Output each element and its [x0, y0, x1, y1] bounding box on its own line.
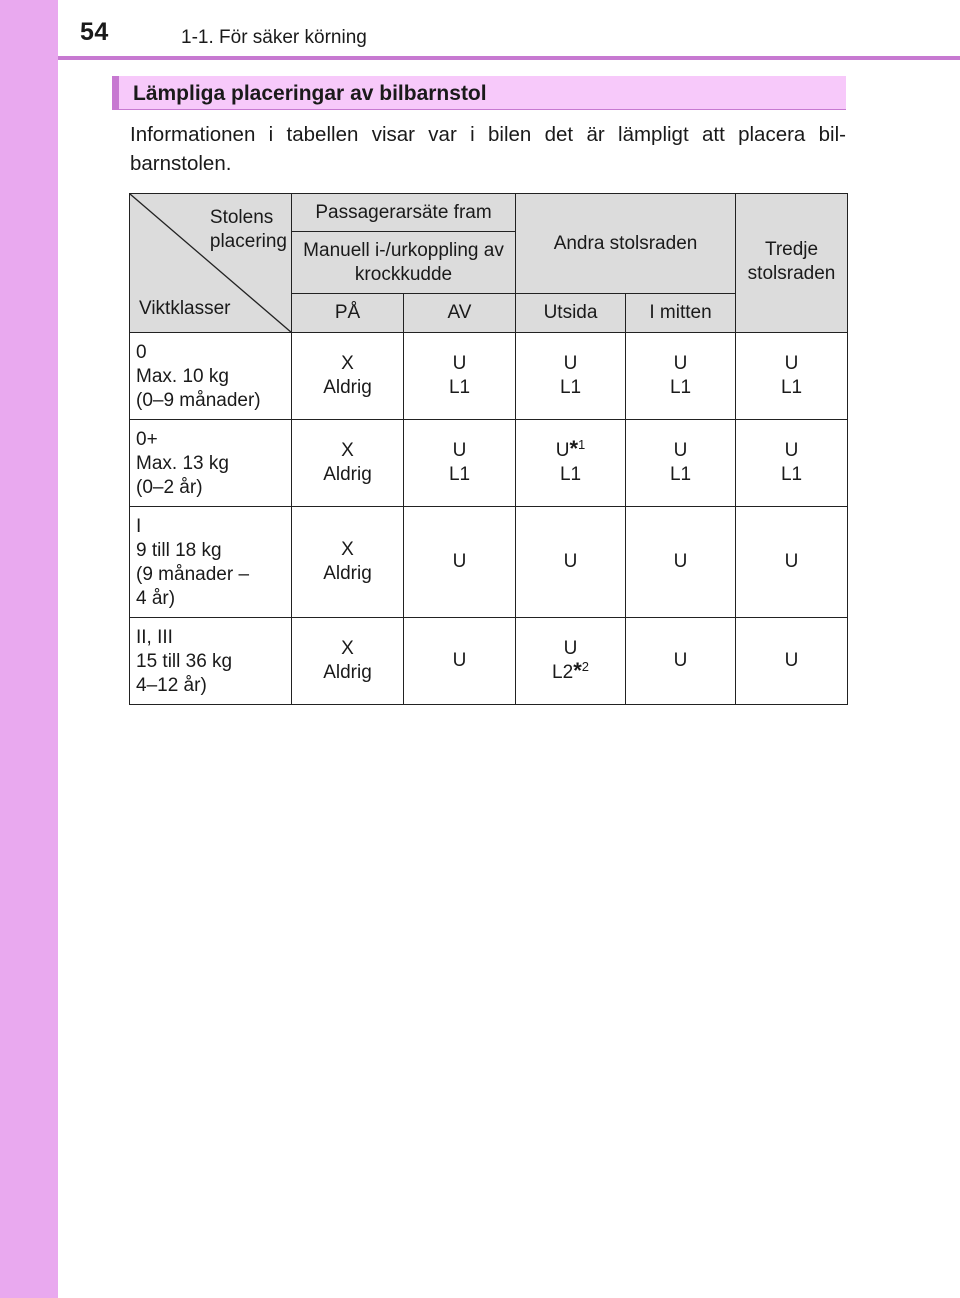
- cell-outer: U*$^1$ L1: [516, 420, 626, 507]
- table-row: [130, 333, 848, 420]
- header-third-row: Tredje stolsraden: [736, 194, 848, 333]
- footnote-ref: 1: [578, 437, 586, 452]
- section-title: Lämpliga placeringar av bilbarnstol: [133, 82, 487, 105]
- header-outer: Utsida: [516, 294, 626, 333]
- cell-middle: U: [626, 618, 736, 705]
- cell-off: U L1: [404, 420, 516, 507]
- page-side-tab: [0, 0, 58, 1298]
- header-front-passenger: Passagerarsäte fram: [292, 194, 516, 232]
- table-row: [130, 618, 848, 705]
- cell-on: X Aldrig: [292, 507, 404, 618]
- weight-class-cell: 0 Max. 10 kg (0–9 månader): [130, 333, 292, 420]
- header-second-row: Andra stolsraden: [516, 194, 736, 294]
- cell-off: U: [404, 618, 516, 705]
- chapter-title: 1-1. För säker körning: [181, 27, 367, 48]
- cell-middle: U L1: [626, 333, 736, 420]
- corner-label-weight-classes: Viktklasser: [139, 298, 231, 319]
- cell-on: X Aldrig: [292, 618, 404, 705]
- table-corner-cell: [130, 194, 292, 333]
- cell-third-row: U L1: [736, 420, 848, 507]
- intro-paragraph: Informationen i tabellen visar var i bilen det är lämpligt att placera bil-barnstolen.: [130, 123, 846, 175]
- cell-third-row: U L1: [736, 333, 848, 420]
- cell-middle: U: [626, 507, 736, 618]
- child-seat-table: [129, 193, 848, 705]
- cell-outer: U L1: [516, 333, 626, 420]
- corner-label-placement: Stolens placering: [209, 207, 287, 252]
- footnote-ref: 2: [581, 659, 589, 674]
- cell-on: X Aldrig: [292, 333, 404, 420]
- weight-class-cell: I 9 till 18 kg (9 månader – 4 år): [130, 507, 292, 618]
- weight-class-cell: II, III 15 till 36 kg 4–12 år): [130, 618, 292, 705]
- page-number: 54: [80, 18, 109, 46]
- table-row: [130, 507, 848, 618]
- cell-on: X Aldrig: [292, 420, 404, 507]
- footnote-asterisk-icon: *: [569, 436, 579, 461]
- header-middle: I mitten: [626, 294, 736, 333]
- header-off: AV: [404, 294, 516, 333]
- cell-off: U: [404, 507, 516, 618]
- table-row: [130, 420, 848, 507]
- cell-outer: U L2*$^2$: [516, 618, 626, 705]
- cell-middle: U L1: [626, 420, 736, 507]
- cell-third-row: U: [736, 507, 848, 618]
- cell-outer: U: [516, 507, 626, 618]
- cell-off: U L1: [404, 333, 516, 420]
- footnote-asterisk-icon: *: [573, 658, 582, 683]
- weight-class-cell: 0+ Max. 13 kg (0–2 år): [130, 420, 292, 507]
- header-rule: [58, 56, 960, 60]
- cell-third-row: U: [736, 618, 848, 705]
- header-airbag-switch: Manuell i-/urkoppling av krockkudde: [292, 232, 516, 294]
- section-heading-box: [112, 76, 846, 110]
- header-on: PÅ: [292, 294, 404, 333]
